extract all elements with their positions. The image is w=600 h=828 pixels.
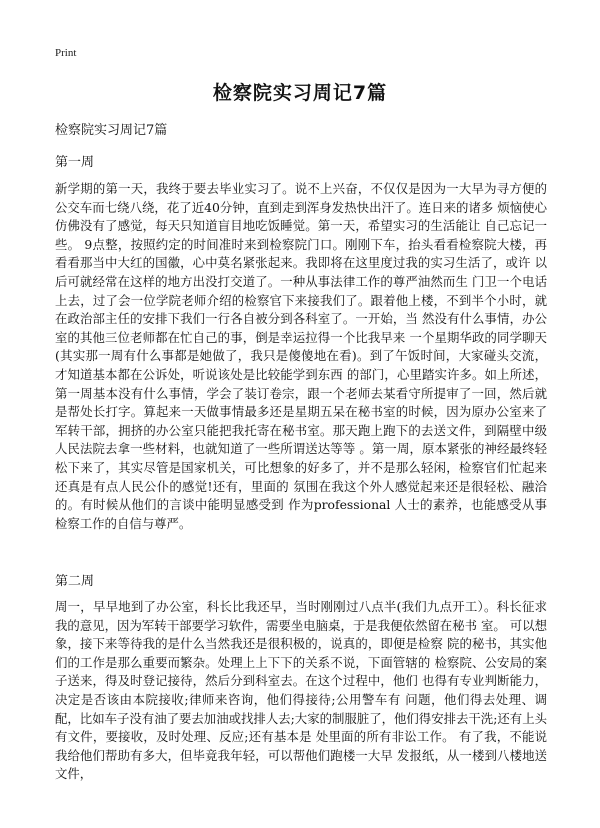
- page-title: 检察院实习周记7篇: [212, 82, 388, 104]
- section-text-week-1: 新学期的第一天，我终于要去毕业实习了。说不上兴奋，不仅仅是因为一大早为寻方便的公交车而七绕八绕，花了近40分钟，直到走到浑身发热快出汗了。连日来的诸多 烦恼使心仿佛没有了感觉，每天只知道盲目地吃饭睡觉。第一天，希望实习的生活能让 自己忘记一些。 9点整，按照约定的时间准时来到检察院门口。刚刚下车，抬头看看检察院大楼，再 看看那当中大红的国徽，心中莫名紧张起来。我即将在这里度过我的实习生活了，或许 以后可就经常在这样的地方出没打交道了。一种从事法律工作的尊严油然而生 门卫一个电话上去，过了会一位学院老师介绍的检察官下来接我们了。跟着他上楼，不到半个小时，就在政治部主任的安排下我们一行各自被分到各科室了。一开始，当 然没有什么事情，办公室的其他三位老师都在忙自己的事，倒是幸运拉得一个比我早来 一个星期华政的同学聊天(其实那一周有什么事都是她做了，我只是傻傻地在看)。到了午饭时间，大家碰头交流，才知道基本都在公诉处，听说该处是比较能学到东西 的部门，心里踏实许多。如上所述，第一周基本没有什么事情，学会了装订卷宗，跟一个老师去某看守所提审了一回，然后就是帮处长打字。算起来一天做事情最多还是星期五呆在秘书室的时候，因为原办公室来了军转干部，拥挤的办公室只能把我托寄在秘书室。那天跑上跑下的去送文件，到隔壁中级人民法院去拿一些材料，也就知道了一些所谓送达等等 。第一周，原本紧张的神经最终轻松下来了，其实尽管是国家机关，可比想象的好多了，并不是那么轻闲，检察官们忙起来还真是有点人民公仆的感觉!还有，里面的 氛围在我这个外人感觉起来还是很轻松、融洽的。有时候从他们的言谈中能明显感受到 作为professional 人士的素养，也能感受从事检察工作的自信与尊严。: [55, 181, 547, 531]
- document-subtitle: 检察院实习周记7篇: [55, 123, 168, 138]
- section-text-week-2: 周一，早早地到了办公室，科长比我还早，当时刚刚过八点半(我们九点开工）。科长征求我的意见，因为军转干部要学习软件，需要坐电脑桌，于是我便依然留在秘书 室。 可以想象，接下来等待我的是什么当然我还是很积极的，说真的，即便是检察 院的秘书，其实他们的工作是那么重要而繁杂。处理上上下下的关系不说，下面管辖的 检察院、公安局的案子送来，得及时登记接待，然后分到科室去。在这个过程中，他们 也得有专业判断能力，决定是否该由本院接收;律师来咨询，他们得接待;公用警车有 问题，他们得去处理、调配，比如车子没有油了要去加油或找排人去;大家的制服脏了，他们得安排去干洗;还有上头有文件，要接收，及时处理、反应;还有基本是 处里面的所有非讼工作。 有了我，不能说我给他们帮助有多大，但毕竟我年轻，可以帮他们跑楼一大早 发报纸，从一楼到八楼地送文件，: [55, 599, 547, 782]
- section-heading-week-2: 第二周: [55, 574, 95, 589]
- print-label: Print: [55, 47, 77, 59]
- section-heading-week-1: 第一周: [55, 155, 95, 170]
